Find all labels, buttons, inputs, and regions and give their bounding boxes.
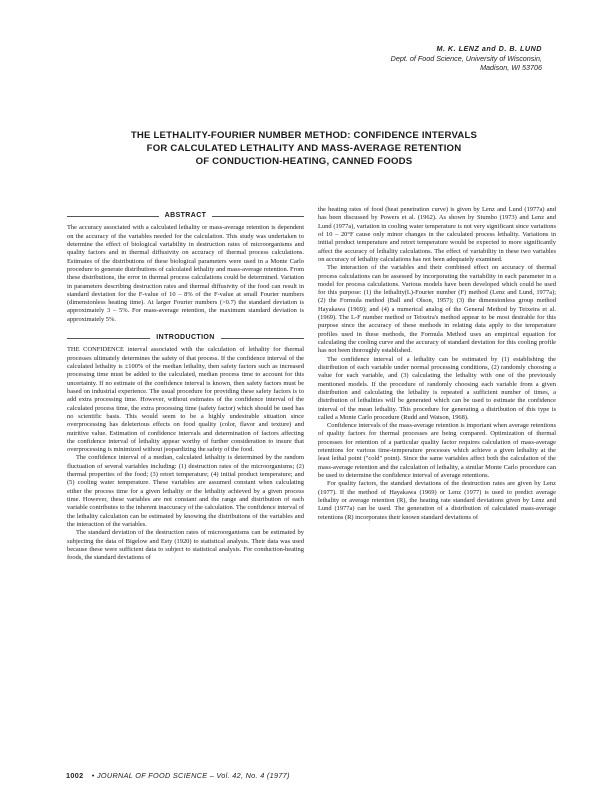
title-line-2: FOR CALCULATED LETHALITY AND MASS-AVERAGE RETENTION [146,143,462,154]
introduction-heading-text: INTRODUCTION [156,334,215,342]
right-paragraph-4: Confidence intervals of the mass-average retention is important when average retentions of quality factors for thermal processes are being compared. Optimization of thermal processes for retention of a particular quality factor requires calculation of mass-average retentions for various time-temperature processes which achieve a given lethality at the least lethal point ("cold" point). Since the same variables affect both the calculation of the mass-average retention and the calculation of lethality, a similar Monte Carlo procedure can be used to determine the confidence interval of average retentions. [318,422,556,479]
left-column [67,212,304,563]
paper-title [80,129,528,168]
abstract-heading-text: ABSTRACT [164,212,207,219]
right-paragraph-1: the heating rates of food (heat penetration curve) is given by Lenz and Lund (1977a) and has been discussed by Powers et al. (1962). As shown by Stumbo (1973) and Lenz and Lund (1977a), variation in cooling water temperature is not very significant since variations of 10 – 20°F cause only minor changes in the calculated process lethality. Variations in initial product temperature and retort temperature would be expected to more significantly affect the accuracy of lethality calculations. The effect of variability in these two variables on accuracy of lethality calculations has not been adequately examined. [318,206,556,263]
separator: • [91,771,95,780]
author-names: M. K. LENZ and D. B. LUND [436,44,542,53]
intro-paragraph-2: The confidence interval of a median, calculated lethality is determined by the random fluctuation of several variables including: (1) destruction rates of the microorganisms; (2) thermal properties of the food; (3) retort temperature; (4) initial product temperature; and (5) cooling water temperature. These variables are assumed constant when calculating either the process time for a given lethality or the lethality achieved by a given process time. However, these variables are not constant and the range and distribution of each variable contributes to the inherent inaccuracy of the calculation. The confidence interval of the lethality calculation can be estimated by knowing the distributions of the variables and the interaction of the variables. [67,454,304,528]
page-footer [66,771,290,780]
author-department: Dept. of Food Science, University of Wisconsin, [390,53,542,63]
intro-paragraph-1: THE CONFIDENCE interval associated with the calculation of lethality for thermal processes ultimately determines the safety of that process. If the confidence interval of the calculated lethality is ±100% of the median lethality, then safety factors such as increased processing time must be added to the calculated, median process time to account for this uncertainty. If no estimate of the confidence interval is known, then safety factors must be based on industrial experience. The usual procedure for providing these safety factors is to add extra processing time. However, without estimates of the confidence interval of the calculated process time, the extra processing time (safety factor) which should be used has no scientific basis. This would seem to be a highly undesirable situation since overprocessing has deleterious effects on food quality (color, flavor and texture) and nutritive value. Estimation of confidence intervals and determination of factors affecting the confidence interval of lethality appear worthy of further consideration to insure that overprocessing is minimized without jeopardizing the safety of the food. [67,346,304,454]
right-paragraph-5: For quality factors, the standard deviations of the destruction rates are given by Lenz (1977). If the method of Hayakawa (1969) or Lenz (1977) is used to predict average lethality or average retention (R), the heating rate standard deviations given by Lenz and Lund (1977a) can be used. The generation of a distribution of calculated mass-average retentions (R) incorporates their known standard deviations of [318,480,556,521]
page-number: 1002 [66,771,84,780]
title-line-1: THE LETHALITY-FOURIER NUMBER METHOD: CONFIDENCE INTERVALS [130,130,478,141]
journal-name: JOURNAL OF FOOD SCIENCE [96,771,208,780]
intro-paragraph-3: The standard deviation of the destruction rates of microorganisms can be estimated by subjecting the data of Bigelow and Esty (1920) to statistical analysis. Their data was used because these were sufficient data to subject to statistical analysis. For conduction-heating foods, the standard deviations of [67,529,304,562]
journal-volume: Vol. 42, No. 4 (1977) [216,771,290,780]
abstract-paragraph: The accuracy associated with a calculated lethality or mass-average retention is dependent on the accuracy of the variables needed for the calculation. This study was undertaken to determine the effect of biological variability in destruction rates of microorganisms and quality factors and in thermal diffusivity on accuracy of thermal process calculations. Estimates of the distributions of these biological parameters were used in a Monte Carlo procedure to generate distributions of calculated lethality and mass-average retention. From these distributions, the error in thermal process calculations could be determined. Variation in parameters describing destruction rates and thermal diffusivity of the food can result in standard deviation for the F-value of 10 – 8% of the F-value at small Fourier numbers (dimensionless heating time). At larger Fourier numbers (>0.7) the standard deviation is approximately 3 – 5%. For mass-average retention, the maximum standard deviation is approximately 5%. [67,224,304,323]
heading-rule [67,338,150,339]
author-block [282,44,542,73]
heading-rule [212,216,304,217]
abstract-body [67,224,304,324]
title-line-3: OF CONDUCTION-HEATING, CANNED FOODS [195,156,413,167]
introduction-heading [67,334,304,342]
abstract-heading [67,212,304,220]
right-column [318,206,556,522]
heading-rule [221,338,304,339]
right-paragraph-3: The confidence interval of a lethality can be estimated by (1) establishing the distribution of each variable under normal processing conditions, (2) randomly choosing a value for each variable, and (3) calculating the lethality with one of the previously mentioned models. If the procedure of randomly choosing each variable from a given distribution and calculating the lethality is repeated a sufficient number of times, a distribution of lethalities will be generated which can be used to estimate the confidence interval of the mean lethality. This procedure for generating a distribution of this type is called a Monte Carlo procedure (Rudd and Watson, 1968). [318,355,556,421]
separator: – [209,771,215,780]
right-paragraph-2: The interaction of the variables and their combined effect on accuracy of thermal process calculations can be assessed by incorporating the variability in each parameter in a model for process calculations. Various models have been developed which could be used for this purpose: (1) the lethality(L)-Fourier number (F) method (Lenz and Lund, 1977a); (2) the Formula method (Ball and Olson, 1957); (3) the dimensionless group method Hayakawa (1969); and (4) a numerical analog of the General Method by Teixeira et al. (1969). The L-F number method or Teixeira's method appear to be most desirable for this purpose since the accuracy of these methods in relating data apply to the temperature profiles used in these methods, the Formula Method uses an empirical equation for calculating the cooling curve and the accuracy of standard deviation for this cooling profile has not been thoroughly established. [318,264,556,355]
heading-rule [67,216,159,217]
author-city: Madison, WI 53706 [480,63,542,72]
